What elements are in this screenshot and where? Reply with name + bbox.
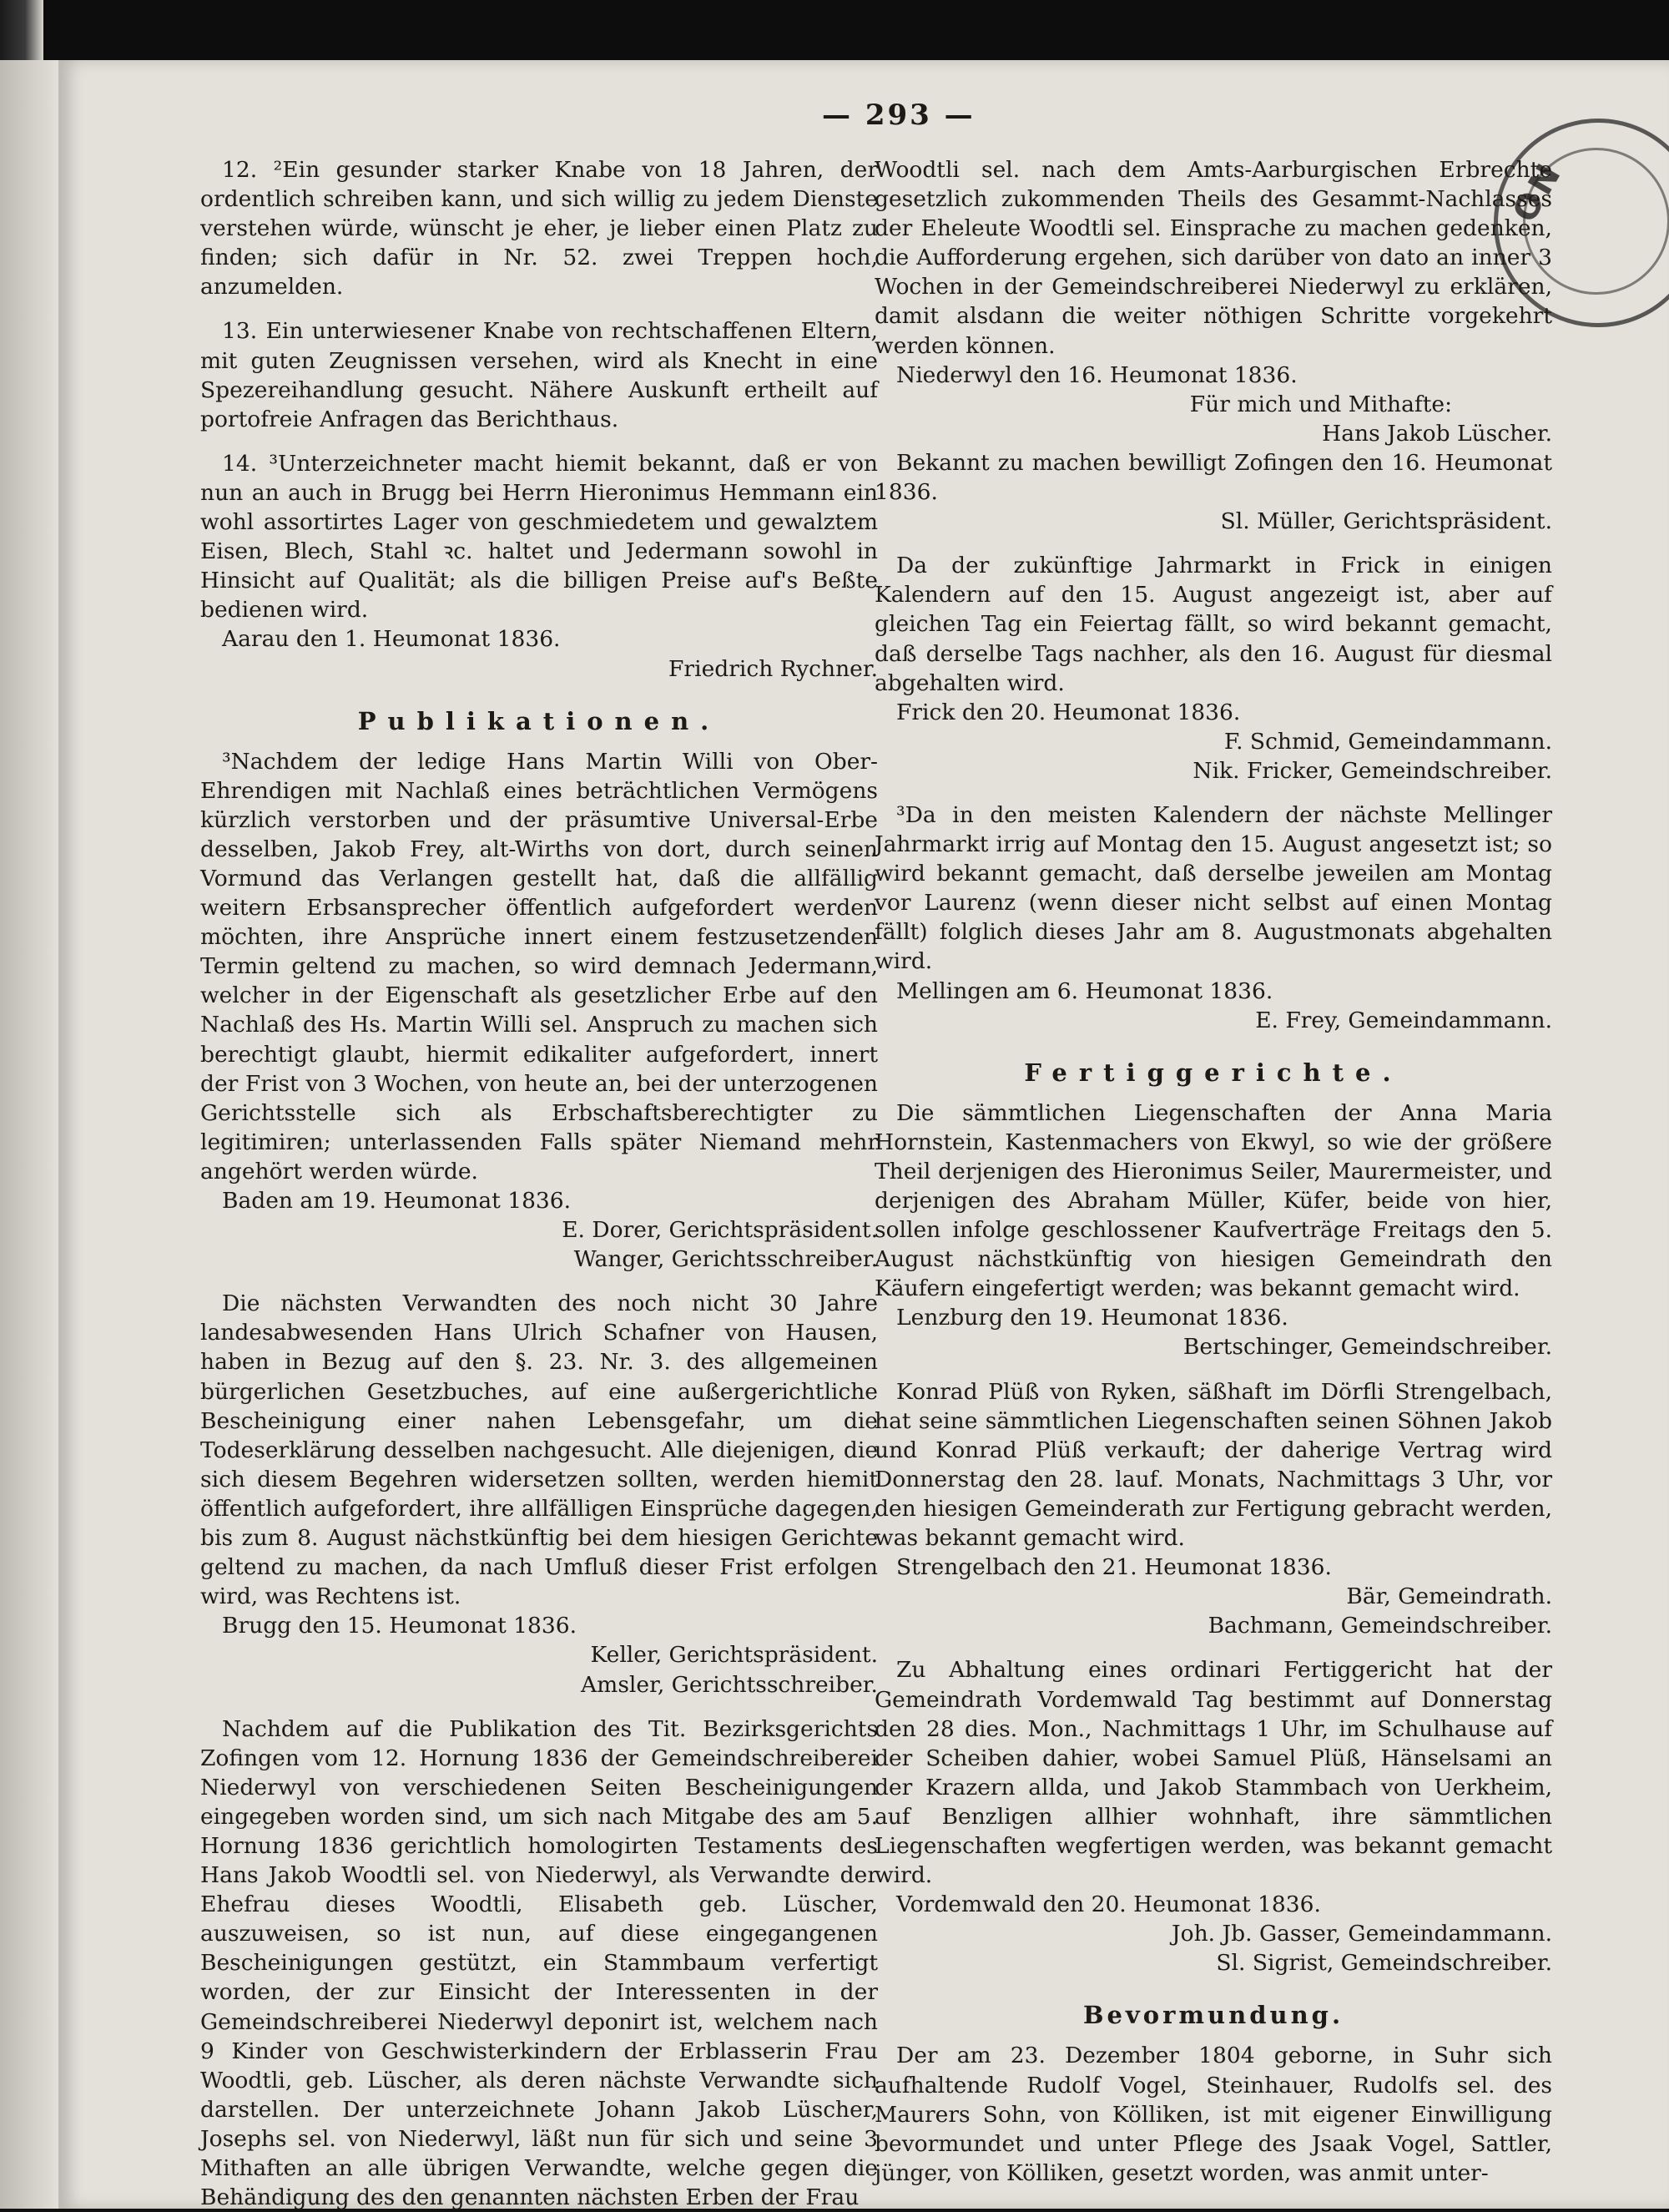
publication-mellingen-date: Mellingen am 6. Heumonat 1836. [896, 977, 1273, 1004]
fertiggericht-lenzburg-date: Lenzburg den 19. Heumonat 1836. [896, 1305, 1288, 1331]
notice-14-signature: Friedrich Rychner. [668, 655, 878, 682]
page-number: — 293 — [822, 98, 976, 132]
publication-woodtli-approval-signature: Sl. Müller, Gerichtspräsident. [1220, 508, 1552, 535]
publication-mellingen-signature: E. Frey, Gemeindammann. [1255, 1007, 1552, 1033]
publication-frick-date: Frick den 20. Heumonat 1836. [896, 699, 1241, 725]
notice-14: 14. ³Unterzeichneter macht hiemit bekannt, daß er von nun an auch in Brugg bei Herrn Hieronimus Hemmann ein wohl assortirtes Lager von geschmiedetem und gewalztem Eisen, Blech, Stahl ꝛc. haltet und Jedermann sowohl in Hinsicht auf Qualität; als die billigen Preise auf's Beßte bedienen wird. [200, 450, 878, 624]
left-column [200, 155, 878, 2212]
publication-frick: Da der zukünftige Jahrmarkt in Frick in einigen Kalendern auf den 15. August angezeigt ist, aber auf gleichen Tag ein Feiertag fällt, so wird bekannt gemacht, daß derselbe Tags nachher, als den 16. August für diesmal abgehalten wird. [875, 553, 1552, 696]
publication-willi-signature-1: E. Dorer, Gerichtspräsident. [562, 1217, 878, 1244]
publication-willi-date: Baden am 19. Heumonat 1836. [222, 1188, 572, 1214]
publication-woodtli-approval: Bekannt zu machen bewilligt Zofingen den 16. Heumonat 1836. [875, 449, 1552, 506]
publication-woodtli: Nachdem auf die Publikation des Tit. Bezirksgerichts Zofingen vom 12. Hornung 1836 der Gemeindschreiberei Niederwyl von verschiedenen Seiten Bescheinigungen eingegeben worden sind, um sich nach Mitgabe des am 5. Hornung 1836 gerichtlich homologirten Testaments des Hans Jakob Woodtli sel. von Niederwyl, als Verwandte der Ehefrau dieses Woodtli, Elisabeth geb. Lüscher, auszuweisen, so ist nun, auf diese eingegangenen Bescheinigungen gestützt, ein Stammbaum verfertigt worden, der zur Einsicht der Interessenten in der Gemeindschreiberei Niederwyl deponirt ist, welchem nach 9 Kinder von Geschwisterkindern der Erblasserin Frau Woodtli, geb. Lüscher, als deren nächste Verwandte sich darstellen. Der unterzeichnete Johann Jakob Lüscher, Josephs sel. von Niederwyl, läßt nun für sich und seine 3 Mithaften an alle übrigen Verwandte, welche gegen die Behändigung des den genannten nächsten Erben der Frau [200, 1715, 878, 2211]
publication-schafner-signature-2: Amsler, Gerichtsschreiber. [581, 1671, 878, 1698]
right-column [875, 155, 1552, 2188]
fertiggericht-vordemwald: Zu Abhaltung eines ordinari Fertiggericht hat der Gemeindrath Vordemwald Tag bestimmt auf Donnerstag den 28 dies. Mon., Nachmittags 1 Uhr, im Schulhause auf der Scheiben dahier, wobei Samuel Plüß, Hänselsami an der Krazern allda, und Jakob Stammbach von Uerkheim, auf Benzligen allhier wohnhaft, ihre sämmtlichen Liegenschaften wegfertigen werden, was bekannt gemacht wird. [875, 1657, 1552, 1889]
publication-mellingen: ³Da in den meisten Kalendern der nächste Mellinger Jahrmarkt irrig auf Montag den 15. August angesetzt ist; so wird bekannt gemacht, daß derselbe jeweilen am Montag vor Laurenz (wenn dieser nicht selbst auf einen Montag fällt) folglich dieses Jahr am 8. Augustmonats abgehalten wird. [875, 801, 1552, 975]
publication-schafner-date: Brugg den 15. Heumonat 1836. [222, 1613, 577, 1639]
fertiggericht-strengelbach-date: Strengelbach den 21. Heumonat 1836. [896, 1554, 1332, 1581]
publication-schafner: Die nächsten Verwandten des noch nicht 30 Jahre landesabwesenden Hans Ulrich Schafner von Hausen, haben in Bezug auf den §. 23. Nr. 3. des allgemeinen bürgerlichen Gesetzbuches, auf eine außergerichtliche Bescheinigung einer nahen Lebensgefahr, um die Todeserklärung desselben nachgesucht. Alle diejenigen, die sich diesem Begehren widersetzen sollten, werden hiemit öffentlich aufgefordert, ihre allfälligen Einsprüche dagegen, bis zum 8. August nächstkünftig bei dem hiesigen Gerichte geltend zu machen, da nach Umfluß dieser Frist erfolgen wird, was Rechtens ist. [200, 1290, 878, 1610]
publication-willi-signature-2: Wanger, Gerichtsschreiber. [573, 1246, 878, 1273]
fertiggericht-lenzburg-signature: Bertschinger, Gemeindschreiber. [1182, 1334, 1552, 1361]
heading-publikationen: Publikationen. [357, 706, 721, 735]
publication-frick-signature-1: F. Schmid, Gemeindammann. [1223, 728, 1552, 755]
library-stamp-text: ON [1505, 154, 1571, 230]
publication-frick-signature-2: Nik. Fricker, Gemeindschreiber. [1193, 757, 1552, 784]
heading-bevormundung: Bevormundung. [1082, 2001, 1344, 2030]
publication-woodtli-continued: Woodtli sel. nach dem Amts-Aarburgischen Erbrechte gesetzlich zukommenden Theils des Gesammt-Nachlasses der Eheleute Woodtli sel. Einsprache zu machen gedenken, die Aufforderung ergehen, sich darüber von dato an inner 3 Wochen in der Gemeindschreiberei Niederwyl zu erklären, damit alsdann die weiter nöthigen Schritte vorgekehrt werden können. [875, 157, 1552, 359]
publication-willi: ³Nachdem der ledige Hans Martin Willi von Ober-Ehrendigen mit Nachlaß eines beträchtlichen Vermögens kürzlich verstorben und der präsumtive Universal-Erbe desselben, Jakob Frey, alt-Wirths von dort, durch seinen Vormund das Verlangen gestellt hat, daß die allfällig weitern Erbsansprecher öffentlich aufgefordert werden möchten, ihre Ansprüche innert einem festzusetzenden Termin geltend zu machen, so wird demnach Jedermann, welcher in der Eigenschaft als gesetzlicher Erbe auf den Nachlaß des Hs. Martin Willi sel. Anspruch zu machen sich berechtigt glaubt, hiermit edikaliter aufgefordert, innert der Frist von 3 Wochen, von heute an, bei der unterzogenen Gerichtsstelle sich als Erbschaftsberechtigter zu legitimiren; unterlassenden Falls später Niemand mehr angehört werden würde. [200, 748, 878, 1184]
fertiggericht-strengelbach-signature-2: Bachmann, Gemeindschreiber. [1208, 1613, 1552, 1639]
notice-13: 13. Ein unterwiesener Knabe von rechtschaffenen Eltern, mit guten Zeugnissen versehen, wird als Knecht in eine Spezereihandlung gesucht. Nähere Auskunft ertheilt auf portofreie Anfragen das Berichthaus. [200, 318, 878, 432]
publication-woodtli-date: Niederwyl den 16. Heumonat 1836. [896, 361, 1298, 388]
fertiggericht-lenzburg: Die sämmtlichen Liegenschaften der Anna Maria Hornstein, Kastenmachers von Ekwyl, so wie der größere Theil derjenigen des Hieronimus Seiler, Maurermeister, und derjenigen des Abraham Müller, Küfer, beide von hier, sollen infolge geschlossener Kaufverträge Freitags den 5. August nächstkünftig von hiesigen Gemeindrath den Käufern eingefertigt werden; was bekannt gemacht wird. [875, 1099, 1552, 1302]
previous-page-edge [0, 60, 58, 2209]
notice-12: 12. ²Ein gesunder starker Knabe von 18 Jahren, der ordentlich schreiben kann, und sich willig zu jedem Dienste verstehen würde, wünscht je eher, je lieber einen Platz zu finden; sich dafür in Nr. 52. zwei Treppen hoch, anzumelden. [200, 157, 878, 300]
publication-schafner-signature-1: Keller, Gerichtspräsident. [590, 1642, 878, 1669]
scan-background-top [0, 0, 1669, 60]
heading-fertiggerichte: Fertiggerichte. [1024, 1058, 1403, 1087]
notice-14-date: Aarau den 1. Heumonat 1836. [222, 626, 561, 653]
fertiggericht-strengelbach-signature-1: Bär, Gemeindrath. [1346, 1583, 1552, 1610]
fertiggericht-vordemwald-date: Vordemwald den 20. Heumonat 1836. [896, 1891, 1321, 1918]
fertiggericht-strengelbach: Konrad Plüß von Ryken, säßhaft im Dörfli Strengelbach, hat seine sämmtlichen Liegenschaften seinen Söhnen Jakob und Konrad Plüß verkauft; der daherige Vertrag wird Donnerstag den 28. lauf. Monats, Nachmittags 3 Uhr, vor den hiesigen Gemeinderath zur Fertigung gebracht werden, was bekannt gemacht wird. [875, 1378, 1552, 1552]
publication-woodtli-signature-label: Für mich und Mithafte: [1189, 391, 1452, 417]
publication-woodtli-signature-name: Hans Jakob Lüscher. [1322, 420, 1552, 447]
fertiggericht-vordemwald-signature-2: Sl. Sigrist, Gemeindschreiber. [1216, 1950, 1552, 1977]
bevormundung-vogel: Der am 23. Dezember 1804 geborne, in Suhr sich aufhaltende Rudolf Vogel, Steinhauer, Rudolfs sel. des Maurers Sohn, von Kölliken, ist mit eigener Einwilligung bevormundet und unter Pflege des Jsaak Vogel, Sattler, jünger, von Kölliken, gesetzt worden, was anmit unter- [875, 2043, 1552, 2186]
fertiggericht-vordemwald-signature-1: Joh. Jb. Gasser, Gemeindammann. [1172, 1921, 1552, 1947]
